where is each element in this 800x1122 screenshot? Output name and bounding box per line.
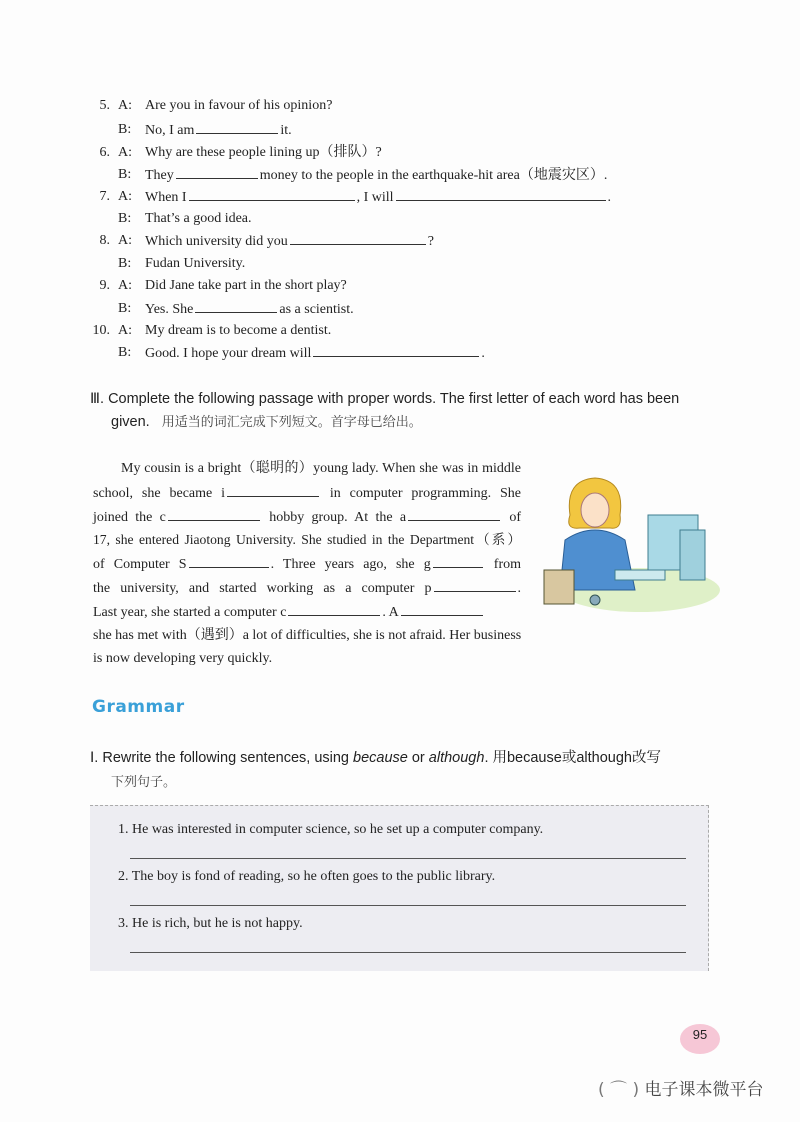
answer-blank[interactable] bbox=[227, 484, 319, 497]
text: No, I am bbox=[145, 123, 195, 138]
grammar-instruction bbox=[90, 749, 661, 767]
text: , I will bbox=[356, 190, 394, 205]
line-a: Are you in favour of his opinion? bbox=[145, 98, 333, 113]
passage-line: the university, and started working as a computer p . bbox=[93, 581, 521, 596]
speaker-a: A: bbox=[118, 98, 132, 113]
speaker-b: B: bbox=[118, 256, 132, 271]
keyword: because bbox=[353, 750, 408, 766]
watermark bbox=[598, 1075, 763, 1100]
speaker-b: B: bbox=[118, 211, 132, 226]
text: Which university did you bbox=[145, 234, 288, 249]
exercise-box bbox=[90, 805, 709, 971]
exercise-item: 2. The boy is fond of reading, so he often goes to the public library. bbox=[118, 869, 496, 884]
item-number: 8. bbox=[99, 233, 110, 248]
text: as a scientist. bbox=[279, 302, 354, 317]
answer-line[interactable] bbox=[130, 952, 686, 953]
instruction-line-1: Complete the following passage with proper words. The first letter of each word has been bbox=[108, 391, 680, 407]
answer-blank[interactable] bbox=[288, 603, 380, 616]
answer-blank[interactable] bbox=[168, 508, 260, 521]
line-a: Did Jane take part in the short play? bbox=[145, 278, 347, 293]
answer-blank[interactable] bbox=[189, 188, 355, 201]
answer-blank[interactable] bbox=[313, 344, 479, 357]
keyword: although bbox=[428, 750, 485, 766]
text: . 用because或although改写 bbox=[484, 750, 661, 766]
exercise-item: 3. He is rich, but he is not happy. bbox=[118, 916, 303, 931]
answer-blank[interactable] bbox=[196, 121, 278, 134]
answer-blank[interactable] bbox=[434, 579, 516, 592]
speaker-a: A: bbox=[118, 278, 132, 293]
section-3-instruction bbox=[90, 390, 679, 408]
text: ? bbox=[427, 234, 434, 249]
passage-line: Last year, she started a computer c . A bbox=[93, 603, 521, 622]
text: Rewrite the following sentences, using bbox=[102, 750, 354, 766]
item-number: 10. bbox=[92, 323, 110, 338]
passage-line: is now developing very quickly. bbox=[93, 651, 273, 666]
instruction-line-2: given. bbox=[111, 414, 150, 430]
answer-blank[interactable] bbox=[290, 232, 426, 245]
speaker-b: B: bbox=[118, 301, 132, 316]
section-numeral: Ⅰ. bbox=[90, 750, 99, 766]
wechat-icon: ( ⌒ ) bbox=[598, 1080, 640, 1100]
answer-blank[interactable] bbox=[189, 555, 269, 568]
passage-line: My cousin is a bright（聪明的）young lady. When she was in middle bbox=[121, 461, 521, 476]
text: They bbox=[145, 168, 174, 183]
item-number: 7. bbox=[99, 189, 110, 204]
speaker-a: A: bbox=[118, 323, 132, 338]
line-a: Why are these people lining up（排队）? bbox=[145, 145, 382, 160]
answer-blank[interactable] bbox=[408, 508, 500, 521]
instruction-cn: 用适当的词汇完成下列短文。首字母已给出。 bbox=[161, 415, 422, 430]
passage-line: joined the c hobby group. At the a of bbox=[93, 510, 522, 525]
line-b: That’s a good idea. bbox=[145, 211, 252, 226]
text: When I bbox=[145, 190, 187, 205]
speaker-a: A: bbox=[118, 145, 132, 160]
passage-line: of Computer S . Three years ago, she g from bbox=[93, 557, 521, 572]
answer-blank[interactable] bbox=[401, 603, 483, 616]
speaker-b: B: bbox=[118, 345, 132, 360]
passage-line: she has met with（遇到）a lot of difficulties, she is not afraid. Her business bbox=[93, 628, 522, 643]
answer-blank[interactable] bbox=[176, 166, 258, 179]
section-numeral: Ⅲ. bbox=[90, 391, 105, 407]
text: or bbox=[407, 750, 429, 766]
exercise-item: 1. He was interested in computer science, so he set up a computer company. bbox=[118, 822, 544, 837]
section-3-instruction-2 bbox=[111, 413, 422, 432]
line-a: My dream is to become a dentist. bbox=[145, 323, 332, 338]
woman-at-computer-illustration bbox=[540, 470, 720, 620]
answer-blank[interactable] bbox=[195, 300, 277, 313]
grammar-instruction-cn: 下列句子。 bbox=[111, 774, 177, 789]
passage-line: 17, she entered Jiaotong University. She studied in the Department（系） bbox=[93, 532, 521, 547]
grammar-heading: Grammar bbox=[92, 697, 185, 717]
text: . bbox=[481, 346, 485, 361]
speaker-b: B: bbox=[118, 167, 132, 182]
answer-line[interactable] bbox=[130, 905, 686, 906]
answer-line[interactable] bbox=[130, 858, 686, 859]
answer-blank[interactable] bbox=[396, 188, 606, 201]
speaker-a: A: bbox=[118, 233, 132, 248]
text: . bbox=[607, 190, 612, 205]
passage-line: school, she became i in computer programming. She bbox=[93, 486, 522, 501]
text: it. bbox=[280, 123, 292, 138]
watermark-text: 电子课本微平台 bbox=[644, 1080, 764, 1100]
item-number: 5. bbox=[99, 98, 110, 113]
answer-blank[interactable] bbox=[433, 555, 483, 568]
speaker-a: A: bbox=[118, 189, 132, 204]
item-number: 6. bbox=[99, 145, 110, 160]
text: Yes. She bbox=[145, 302, 194, 317]
item-number: 9. bbox=[99, 278, 110, 293]
speaker-b: B: bbox=[118, 122, 132, 137]
text: money to the people in the earthquake-hit area（地震灾区）. bbox=[259, 168, 608, 183]
text: Good. I hope your dream will bbox=[145, 346, 312, 361]
line-b: Fudan University. bbox=[145, 256, 246, 271]
page-number: 95 bbox=[680, 1024, 720, 1054]
